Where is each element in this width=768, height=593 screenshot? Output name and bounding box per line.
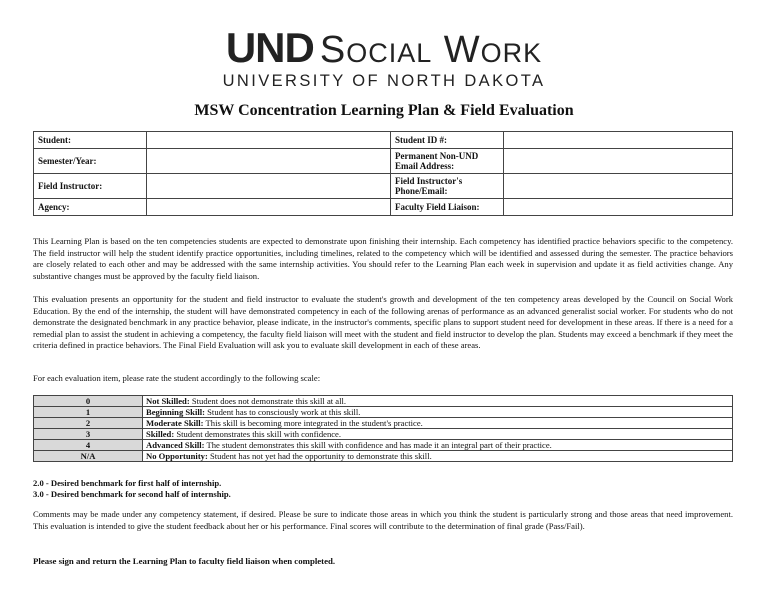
scale-description bbox=[143, 396, 733, 407]
scale-description bbox=[143, 407, 733, 418]
agency-label: Agency: bbox=[34, 199, 147, 216]
benchmark-first: 2.0 - Desired benchmark for first half of internship. bbox=[33, 478, 222, 488]
scale-row bbox=[34, 429, 733, 440]
student-id-value[interactable] bbox=[504, 132, 733, 149]
scale-row bbox=[34, 418, 733, 429]
scale-label: Advanced Skill: bbox=[146, 440, 205, 450]
scale-label: Not Skilled: bbox=[146, 396, 190, 406]
scale-desc: Student does not demonstrate this skill at all. bbox=[189, 396, 347, 406]
semester-year-value[interactable] bbox=[147, 149, 391, 174]
permanent-email-label: Permanent Non-UND Email Address: bbox=[391, 149, 504, 174]
scale-score: N/A bbox=[34, 451, 143, 462]
scale-score: 0 bbox=[34, 396, 143, 407]
benchmarks bbox=[33, 478, 231, 500]
scale-desc: Student has to consciously work at this skill. bbox=[205, 407, 361, 417]
student-value[interactable] bbox=[147, 132, 391, 149]
scale-score: 3 bbox=[34, 429, 143, 440]
scale-label: Skilled: bbox=[146, 429, 175, 439]
student-id-label: Student ID #: bbox=[391, 132, 504, 149]
scale-label: Moderate Skill: bbox=[146, 418, 204, 428]
scale-description bbox=[143, 451, 733, 462]
scale-score: 1 bbox=[34, 407, 143, 418]
faculty-liaison-value[interactable] bbox=[504, 199, 733, 216]
field-instructor-label: Field Instructor: bbox=[34, 174, 147, 199]
permanent-email-value[interactable] bbox=[504, 149, 733, 174]
scale-desc: The student demonstrates this skill with confidence and has made it an integral part of their practice. bbox=[204, 440, 552, 450]
paragraph-learning-plan: This Learning Plan is based on the ten competencies students are expected to demonstrate upon finishing their internship. Each competency has identified practice behaviors specific to the competency. The field instructor will help the student identify practice opportunities, including timelines, related to the competency which will be identified and assessed during the semester. The practice behaviors are closely related to each other and may be addressed with the same internship activities. You should refer to the Learning Plan each week in supervision and update it as field activities change. Any substantive changes must be approved by the faculty field liaison. bbox=[33, 236, 733, 281]
semester-year-label: Semester/Year: bbox=[34, 149, 147, 174]
agency-value[interactable] bbox=[147, 199, 391, 216]
student-label: Student: bbox=[34, 132, 147, 149]
benchmark-second: 3.0 - Desired benchmark for second half of internship. bbox=[33, 489, 231, 499]
final-instruction: Please sign and return the Learning Plan to faculty field liaison when completed. bbox=[33, 556, 336, 566]
scale-description bbox=[143, 429, 733, 440]
field-instructor-contact-label: Field Instructor's Phone/Email: bbox=[391, 174, 504, 199]
paragraph-comments: Comments may be made under any competency statement, if desired. Please be sure to indicate those areas in which you think the student is particularly strong and those areas that need improvement. This evaluation is intended to give the student feedback about her or his performance. Final scores will contribute to the determination of final grade (Pass/Fail). bbox=[33, 509, 733, 531]
scale-desc: Student has not yet had the opportunity to demonstrate this skill. bbox=[207, 451, 432, 461]
scale-label: Beginning Skill: bbox=[146, 407, 205, 417]
logo-und: UND bbox=[225, 24, 314, 71]
scale-row bbox=[34, 407, 733, 418]
scale-desc: Student demonstrates this skill with confidence. bbox=[174, 429, 342, 439]
scale-label: No Opportunity: bbox=[146, 451, 208, 461]
scale-description bbox=[143, 418, 733, 429]
und-social-work-logo bbox=[0, 24, 768, 91]
scale-row bbox=[34, 396, 733, 407]
logo-wordmark bbox=[0, 24, 768, 71]
scale-desc: This skill is becoming more integrated in the student's practice. bbox=[203, 418, 423, 428]
field-instructor-contact-value[interactable] bbox=[504, 174, 733, 199]
logo-social-work: Social Work bbox=[319, 29, 543, 71]
scale-row bbox=[34, 440, 733, 451]
page-title: MSW Concentration Learning Plan & Field Evaluation bbox=[194, 102, 574, 119]
paragraph-scale-intro: For each evaluation item, please rate the student accordingly to the following scale: bbox=[33, 373, 321, 383]
faculty-liaison-label: Faculty Field Liaison: bbox=[391, 199, 504, 216]
paragraph-evaluation: This evaluation presents an opportunity for the student and field instructor to evaluate the student's growth and development of the ten competency areas developed by the Council on Social Work Education. By the end of the internship, the student will have demonstrated competency in each of the following arenas of performance as an advanced generalist social worker. For students who do not demonstrate the designated benchmark in any practice behavior, please indicate, in the instructor's comments, specific plans to support student need for development in these areas. If there is a need for a remedial plan to assist the student in achieving a competency, the faculty field liaison will meet with the student and field instructor to develop the plan. Students may exceed a benchmark if they meet the criteria defined in practice behaviors. The Final Field Evaluation will ask you to evaluate skill development in each of these areas. bbox=[33, 294, 733, 350]
field-instructor-value[interactable] bbox=[147, 174, 391, 199]
student-info-table bbox=[33, 131, 733, 216]
scale-score: 4 bbox=[34, 440, 143, 451]
scale-row bbox=[34, 451, 733, 462]
scale-description bbox=[143, 440, 733, 451]
scale-score: 2 bbox=[34, 418, 143, 429]
rating-scale-table bbox=[33, 395, 733, 462]
logo-university: UNIVERSITY OF NORTH DAKOTA bbox=[222, 72, 546, 90]
